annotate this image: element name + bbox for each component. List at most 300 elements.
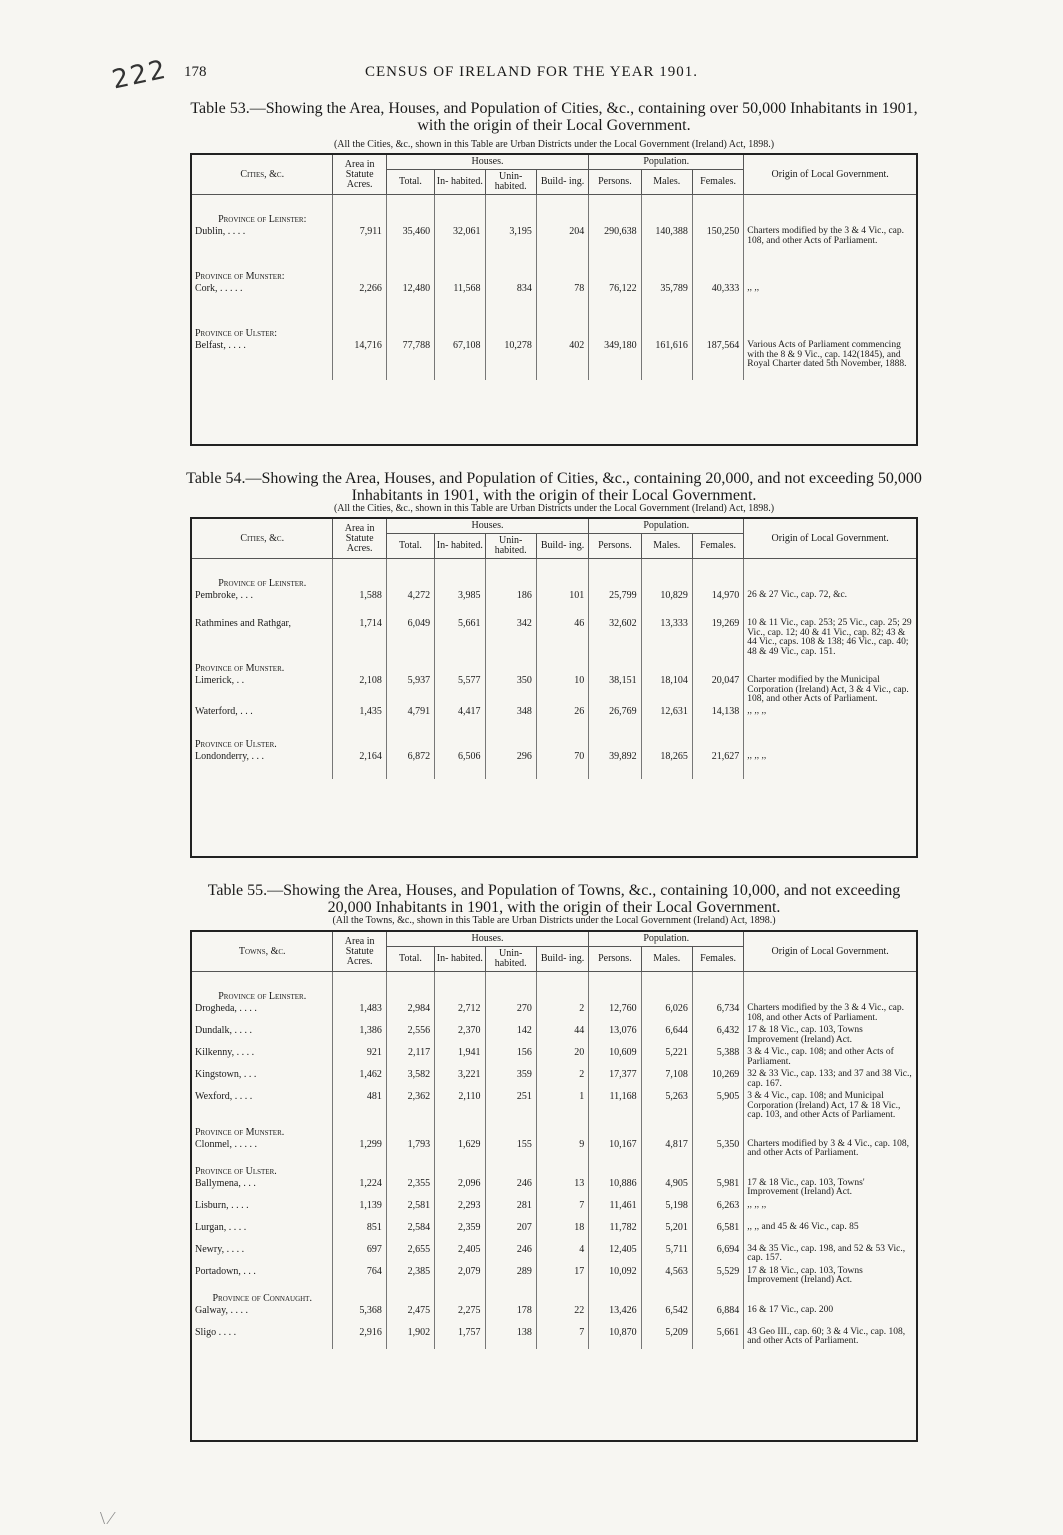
cell-bld: 78 [536, 283, 588, 323]
cell-bld: 70 [536, 751, 588, 779]
cell-males: 6,542 [641, 1305, 692, 1327]
table-55-title: Table 55.—Showing the Area, Houses, and Population of Towns, &c., containing 10,000, and not exceeding 20,000 Inhabitants in 1901, with the origin of their Local Government. [207, 882, 901, 916]
cell-persons: 10,092 [589, 1266, 641, 1288]
place-name: Dundalk, . . . . [192, 1025, 333, 1047]
col-persons-header: Persons. [589, 170, 641, 195]
cell-area: 2,164 [333, 751, 386, 779]
table-row [192, 1305, 916, 1327]
table-row [192, 1327, 916, 1349]
cell-uninh: 251 [485, 1091, 536, 1122]
cell-inh: 32,061 [435, 226, 485, 266]
table-row [192, 226, 916, 266]
province-row [192, 986, 916, 1003]
cell-bld: 2 [536, 1069, 588, 1091]
col-inhabited-header: In- habited. [435, 170, 485, 195]
cell-total: 2,355 [386, 1178, 434, 1200]
cell-females: 6,581 [692, 1222, 743, 1244]
cell-persons: 10,609 [589, 1047, 641, 1069]
cell-bld: 7 [536, 1327, 588, 1349]
cell-males: 18,265 [641, 751, 692, 779]
col-total-header: Total. [386, 170, 434, 195]
cell-inh: 6,506 [435, 751, 485, 779]
table-row [192, 283, 916, 323]
col-total-header: Total. [386, 947, 434, 972]
cell-inh: 2,712 [435, 1003, 485, 1025]
cell-origin: Various Acts of Parliament commencing with the 8 & 9 Vic., cap. 142(1845), and Royal Charter dated 5th November, 1888. [747, 340, 907, 369]
cell-area: 764 [333, 1266, 386, 1288]
cell-uninh: 142 [485, 1025, 536, 1047]
cell-area: 481 [333, 1091, 386, 1122]
cell-males: 5,263 [641, 1091, 692, 1122]
province-label: Province of Leinster. [218, 991, 307, 1002]
col-houses-header: Houses. [386, 155, 588, 170]
cell-area: 5,368 [333, 1305, 386, 1327]
cell-inh: 5,661 [435, 618, 485, 658]
province-label: Province of Leinster. [218, 578, 307, 589]
cell-persons: 10,886 [589, 1178, 641, 1200]
running-title: CENSUS OF IRELAND FOR THE YEAR 1901. [364, 64, 699, 80]
cell-persons: 76,122 [589, 283, 641, 323]
place-name: Lurgan, . . . . [192, 1222, 333, 1244]
cell-uninh: 3,195 [485, 226, 536, 266]
cell-total: 6,049 [386, 618, 434, 658]
cell-males: 140,388 [641, 226, 692, 266]
cell-area: 1,588 [333, 590, 386, 618]
col-origin-header: Origin of Local Government. [744, 155, 916, 195]
place-name: Clonmel, . . . . . [192, 1139, 333, 1161]
table-row [192, 1244, 916, 1266]
cell-females: 6,734 [692, 1003, 743, 1025]
cell-males: 4,817 [641, 1139, 692, 1161]
province-row [192, 573, 916, 590]
cell-origin: 3 & 4 Vic., cap. 108; and other Acts of Parliament. [747, 1047, 894, 1067]
place-name: Sligo . . . . [192, 1327, 333, 1349]
col-total-header: Total. [386, 534, 434, 559]
cell-uninh: 138 [485, 1327, 536, 1349]
place-name: Lisburn, . . . . [192, 1200, 333, 1222]
cell-persons: 25,799 [589, 590, 641, 618]
table-row [192, 340, 916, 380]
cell-persons: 32,602 [589, 618, 641, 658]
cell-bld: 204 [536, 226, 588, 266]
col-area-header: Area in Statute Acres. [333, 155, 386, 195]
cell-bld: 46 [536, 618, 588, 658]
cell-area: 1,299 [333, 1139, 386, 1161]
cell-bld: 26 [536, 706, 588, 734]
cell-total: 1,793 [386, 1139, 434, 1161]
cell-area: 1,435 [333, 706, 386, 734]
col-uninhabited-header: Unin- habited. [485, 947, 536, 972]
cell-uninh: 359 [485, 1069, 536, 1091]
cell-persons: 13,076 [589, 1025, 641, 1047]
cell-persons: 349,180 [589, 340, 641, 380]
cell-females: 5,981 [692, 1178, 743, 1200]
cell-total: 77,788 [386, 340, 434, 380]
cell-persons: 10,167 [589, 1139, 641, 1161]
cell-total: 2,581 [386, 1200, 434, 1222]
cell-males: 5,198 [641, 1200, 692, 1222]
cell-females: 14,970 [692, 590, 743, 618]
cell-inh: 1,941 [435, 1047, 485, 1069]
col-origin-header: Origin of Local Government. [744, 519, 916, 559]
cell-females: 5,529 [692, 1266, 743, 1288]
province-label: Province of Ulster. [195, 1165, 277, 1177]
cell-persons: 290,638 [589, 226, 641, 266]
place-name: Kilkenny, . . . . [192, 1047, 333, 1069]
place-name: Drogheda, . . . . [192, 1003, 333, 1025]
place-name: Cork, . . . . . [192, 283, 333, 323]
cell-origin: ,, ,, ,, [747, 1199, 767, 1210]
cell-females: 6,694 [692, 1244, 743, 1266]
col-population-header: Population. [589, 932, 744, 947]
col-name-header: Cities, &c. [192, 155, 333, 195]
table-row [192, 1200, 916, 1222]
col-population-header: Population. [589, 155, 744, 170]
cell-uninh: 834 [485, 283, 536, 323]
place-name: Waterford, . . . [192, 706, 333, 734]
cell-total: 2,385 [386, 1266, 434, 1288]
cell-females: 20,047 [692, 675, 743, 706]
handwritten-note: 222 [109, 54, 171, 96]
col-persons-header: Persons. [589, 534, 641, 559]
province-row [192, 266, 916, 283]
cell-total: 1,902 [386, 1327, 434, 1349]
cell-uninh: 296 [485, 751, 536, 779]
cell-area: 1,139 [333, 1200, 386, 1222]
table-row [192, 1003, 916, 1025]
cell-females: 6,263 [692, 1200, 743, 1222]
cell-bld: 10 [536, 675, 588, 706]
cell-bld: 44 [536, 1025, 588, 1047]
col-area-header: Area in Statute Acres. [333, 932, 386, 972]
table-row [192, 1047, 916, 1069]
cell-total: 2,984 [386, 1003, 434, 1025]
province-label: Province of Ulster. [195, 738, 277, 750]
cell-uninh: 342 [485, 618, 536, 658]
cell-origin: 16 & 17 Vic., cap. 200 [747, 1304, 834, 1315]
col-name-header: Cities, &c. [192, 519, 333, 559]
cell-females: 19,269 [692, 618, 743, 658]
cell-inh: 67,108 [435, 340, 485, 380]
cell-males: 4,905 [641, 1178, 692, 1200]
cell-area: 921 [333, 1047, 386, 1069]
cell-males: 35,789 [641, 283, 692, 323]
cell-total: 2,655 [386, 1244, 434, 1266]
cell-origin: 26 & 27 Vic., cap. 72, &c. [747, 590, 848, 600]
cell-uninh: 281 [485, 1200, 536, 1222]
cell-inh: 2,293 [435, 1200, 485, 1222]
province-row [192, 1122, 916, 1139]
cell-area: 7,911 [333, 226, 386, 266]
cell-bld: 7 [536, 1200, 588, 1222]
table-row [192, 1266, 916, 1288]
col-inhabited-header: In- habited. [435, 947, 485, 972]
cell-inh: 1,757 [435, 1327, 485, 1349]
province-row [192, 209, 916, 226]
table-row [192, 675, 916, 706]
place-name: Galway, . . . . [192, 1305, 333, 1327]
cell-area: 1,224 [333, 1178, 386, 1200]
cell-females: 5,905 [692, 1091, 743, 1122]
table-53 [190, 153, 918, 446]
province-label: Province of Munster. [195, 663, 285, 674]
cell-persons: 12,405 [589, 1244, 641, 1266]
cell-origin: 17 & 18 Vic., cap. 103, Towns Improvement (Ireland) Act. [747, 1265, 863, 1285]
col-origin-header: Origin of Local Government. [744, 932, 916, 972]
cell-males: 10,829 [641, 590, 692, 618]
province-row [192, 1288, 916, 1305]
cell-males: 7,108 [641, 1069, 692, 1091]
cell-females: 6,432 [692, 1025, 743, 1047]
table-row [192, 1139, 916, 1161]
cell-females: 10,269 [692, 1069, 743, 1091]
table-row [192, 618, 916, 658]
cell-area: 1,483 [333, 1003, 386, 1025]
cell-origin: 3 & 4 Vic., cap. 108; and Municipal Corporation (Ireland) Act, 17 & 18 Vic., cap. 103, and other Acts of Parliament. [747, 1091, 901, 1120]
cell-uninh: 186 [485, 590, 536, 618]
cell-total: 5,937 [386, 675, 434, 706]
place-name: Dublin, . . . . [192, 226, 333, 266]
col-males-header: Males. [641, 170, 692, 195]
cell-females: 6,884 [692, 1305, 743, 1327]
cell-bld: 20 [536, 1047, 588, 1069]
cell-origin: 43 Geo III., cap. 60; 3 & 4 Vic., cap. 108, and other Acts of Parliament. [747, 1326, 906, 1346]
margin-mark: \ ⁄ [100, 1508, 113, 1528]
table-54-title: Table 54.—Showing the Area, Houses, and Population of Cities, &c., containing 20,000, and not exceeding 50,000 Inhabitants in 1901, with the origin of their Local Government. [186, 470, 922, 504]
t53-grid [192, 155, 916, 380]
col-males-header: Males. [641, 947, 692, 972]
cell-total: 35,460 [386, 226, 434, 266]
cell-inh: 2,405 [435, 1244, 485, 1266]
table-54-note: (All the Cities, &c., shown in this Table are Urban Districts under the Local Government (Ireland) Act, 1898.) [333, 503, 775, 514]
cell-origin: 17 & 18 Vic., cap. 103, Towns Improvement (Ireland) Act. [747, 1025, 863, 1045]
cell-total: 4,791 [386, 706, 434, 734]
cell-persons: 26,769 [589, 706, 641, 734]
cell-total: 4,272 [386, 590, 434, 618]
cell-inh: 11,568 [435, 283, 485, 323]
table-row [192, 1178, 916, 1200]
cell-area: 2,108 [333, 675, 386, 706]
cell-origin: 10 & 11 Vic., cap. 253; 25 Vic., cap. 25; 29 Vic., cap. 12; 40 & 41 Vic., cap. 82; 43 & 44 Vic., caps. 108 & 138; 46 Vic., cap. 40; 48 & 49 Vic., cap. 151. [747, 618, 912, 657]
cell-origin: 17 & 18 Vic., cap. 103, Towns' Improvement (Ireland) Act. [747, 1177, 865, 1197]
place-name: Ballymena, . . . [192, 1178, 333, 1200]
table-row [192, 751, 916, 779]
cell-persons: 13,426 [589, 1305, 641, 1327]
col-name-header: Towns, &c. [192, 932, 333, 972]
cell-origin: ,, ,, ,, [747, 705, 767, 716]
province-row [192, 658, 916, 675]
table-row [192, 1222, 916, 1244]
cell-inh: 3,221 [435, 1069, 485, 1091]
cell-bld: 9 [536, 1139, 588, 1161]
cell-persons: 39,892 [589, 751, 641, 779]
cell-inh: 3,985 [435, 590, 485, 618]
place-name: Rathmines and Rathgar, [192, 618, 333, 658]
cell-males: 13,333 [641, 618, 692, 658]
place-name: Newry, . . . . [192, 1244, 333, 1266]
province-label: Province of Ulster: [195, 328, 278, 339]
cell-females: 5,388 [692, 1047, 743, 1069]
province-row [192, 1161, 916, 1178]
cell-total: 2,556 [386, 1025, 434, 1047]
cell-uninh: 178 [485, 1305, 536, 1327]
cell-males: 12,631 [641, 706, 692, 734]
cell-uninh: 270 [485, 1003, 536, 1025]
col-population-header: Population. [589, 519, 744, 534]
cell-uninh: 10,278 [485, 340, 536, 380]
cell-area: 1,714 [333, 618, 386, 658]
cell-total: 3,582 [386, 1069, 434, 1091]
cell-males: 6,026 [641, 1003, 692, 1025]
cell-area: 851 [333, 1222, 386, 1244]
cell-origin: 32 & 33 Vic., cap. 133; and 37 and 38 Vic., cap. 167. [747, 1069, 912, 1089]
table-row [192, 1091, 916, 1122]
province-label: Province of Munster: [195, 271, 285, 282]
col-building-header: Build- ing. [536, 170, 588, 195]
cell-inh: 1,629 [435, 1139, 485, 1161]
cell-persons: 11,168 [589, 1091, 641, 1122]
place-name: Pembroke, . . . [192, 590, 333, 618]
col-females-header: Females. [692, 947, 743, 972]
cell-bld: 4 [536, 1244, 588, 1266]
cell-origin: 34 & 35 Vic., cap. 198, and 52 & 53 Vic., cap. 157. [747, 1243, 906, 1263]
cell-males: 5,221 [641, 1047, 692, 1069]
col-females-header: Females. [692, 170, 743, 195]
cell-area: 697 [333, 1244, 386, 1266]
col-building-header: Build- ing. [536, 947, 588, 972]
cell-persons: 11,461 [589, 1200, 641, 1222]
t55-grid [192, 932, 916, 1349]
cell-persons: 12,760 [589, 1003, 641, 1025]
table-53-note: (All the Cities, &c., shown in this Table are Urban Districts under the Local Government (Ireland) Act, 1898.) [333, 139, 775, 150]
cell-inh: 4,417 [435, 706, 485, 734]
cell-inh: 2,370 [435, 1025, 485, 1047]
cell-area: 2,266 [333, 283, 386, 323]
cell-inh: 2,096 [435, 1178, 485, 1200]
cell-total: 2,475 [386, 1305, 434, 1327]
col-building-header: Build- ing. [536, 534, 588, 559]
cell-uninh: 350 [485, 675, 536, 706]
cell-inh: 2,079 [435, 1266, 485, 1288]
cell-persons: 38,151 [589, 675, 641, 706]
place-name: Portadown, . . . [192, 1266, 333, 1288]
cell-inh: 5,577 [435, 675, 485, 706]
cell-total: 2,362 [386, 1091, 434, 1122]
cell-bld: 402 [536, 340, 588, 380]
cell-females: 187,564 [692, 340, 743, 380]
col-inhabited-header: In- habited. [435, 534, 485, 559]
cell-origin: ,, ,, and 45 & 46 Vic., cap. 85 [747, 1221, 859, 1232]
cell-females: 5,350 [692, 1139, 743, 1161]
place-name: Limerick, . . [192, 675, 333, 706]
table-55-note: (All the Towns, &c., shown in this Table are Urban Districts under the Local Government (Ireland) Act, 1898.) [332, 915, 776, 926]
place-name: Kingstown, . . . [192, 1069, 333, 1091]
cell-origin: ,, ,, ,, [747, 750, 767, 761]
cell-females: 150,250 [692, 226, 743, 266]
cell-origin: Charters modified by the 3 & 4 Vic., cap. 108, and other Acts of Parliament. [747, 1003, 905, 1023]
col-area-header: Area in Statute Acres. [333, 519, 386, 559]
cell-area: 1,462 [333, 1069, 386, 1091]
col-houses-header: Houses. [386, 519, 588, 534]
table-row [192, 706, 916, 734]
table-row [192, 1025, 916, 1047]
col-females-header: Females. [692, 534, 743, 559]
province-label: Province of Munster. [195, 1126, 285, 1138]
col-persons-header: Persons. [589, 947, 641, 972]
cell-total: 12,480 [386, 283, 434, 323]
cell-bld: 13 [536, 1178, 588, 1200]
cell-uninh: 156 [485, 1047, 536, 1069]
cell-area: 2,916 [333, 1327, 386, 1349]
cell-area: 1,386 [333, 1025, 386, 1047]
cell-males: 161,616 [641, 340, 692, 380]
place-name: Wexford, . . . . [192, 1091, 333, 1122]
table-53-title: Table 53.—Showing the Area, Houses, and Population of Cities, &c., containing over 50,000 Inhabitants in 1901, with the origin of their Local Government. [190, 100, 918, 134]
place-name: Belfast, . . . . [192, 340, 333, 380]
cell-bld: 17 [536, 1266, 588, 1288]
table-row [192, 1069, 916, 1091]
cell-males: 5,711 [641, 1244, 692, 1266]
col-houses-header: Houses. [386, 932, 588, 947]
cell-inh: 2,110 [435, 1091, 485, 1122]
cell-persons: 11,782 [589, 1222, 641, 1244]
t54-grid [192, 519, 916, 779]
cell-males: 6,644 [641, 1025, 692, 1047]
cell-males: 5,209 [641, 1327, 692, 1349]
cell-origin: Charters modified by 3 & 4 Vic., cap. 108, and other Acts of Parliament. [747, 1138, 910, 1158]
col-uninhabited-header: Unin- habited. [485, 170, 536, 195]
province-label: Province of Leinster: [218, 214, 307, 225]
cell-area: 14,716 [333, 340, 386, 380]
cell-bld: 2 [536, 1003, 588, 1025]
cell-total: 6,872 [386, 751, 434, 779]
col-uninhabited-header: Unin- habited. [485, 534, 536, 559]
cell-bld: 1 [536, 1091, 588, 1122]
cell-origin: Charter modified by the Municipal Corporation (Ireland) Act, 3 & 4 Vic., cap. 108, and other Acts of Parliament. [747, 675, 909, 704]
table-row [192, 590, 916, 618]
col-males-header: Males. [641, 534, 692, 559]
province-label: Province of Connaught. [212, 1292, 312, 1304]
cell-uninh: 207 [485, 1222, 536, 1244]
cell-uninh: 246 [485, 1178, 536, 1200]
cell-inh: 2,275 [435, 1305, 485, 1327]
cell-bld: 22 [536, 1305, 588, 1327]
province-row [192, 323, 916, 340]
cell-bld: 18 [536, 1222, 588, 1244]
cell-uninh: 155 [485, 1139, 536, 1161]
place-name: Londonderry, . . . [192, 751, 333, 779]
cell-origin: Charters modified by the 3 & 4 Vic., cap. 108, and other Acts of Parliament. [747, 226, 905, 246]
page-number: 178 [184, 64, 207, 80]
cell-total: 2,117 [386, 1047, 434, 1069]
cell-males: 4,563 [641, 1266, 692, 1288]
cell-females: 14,138 [692, 706, 743, 734]
cell-males: 5,201 [641, 1222, 692, 1244]
cell-uninh: 246 [485, 1244, 536, 1266]
cell-females: 21,627 [692, 751, 743, 779]
cell-persons: 10,870 [589, 1327, 641, 1349]
cell-total: 2,584 [386, 1222, 434, 1244]
cell-males: 18,104 [641, 675, 692, 706]
cell-origin: ,, ,, [747, 283, 760, 293]
cell-bld: 101 [536, 590, 588, 618]
cell-females: 40,333 [692, 283, 743, 323]
province-row [192, 734, 916, 751]
table-55 [190, 930, 918, 1442]
cell-uninh: 348 [485, 706, 536, 734]
cell-inh: 2,359 [435, 1222, 485, 1244]
cell-persons: 17,377 [589, 1069, 641, 1091]
